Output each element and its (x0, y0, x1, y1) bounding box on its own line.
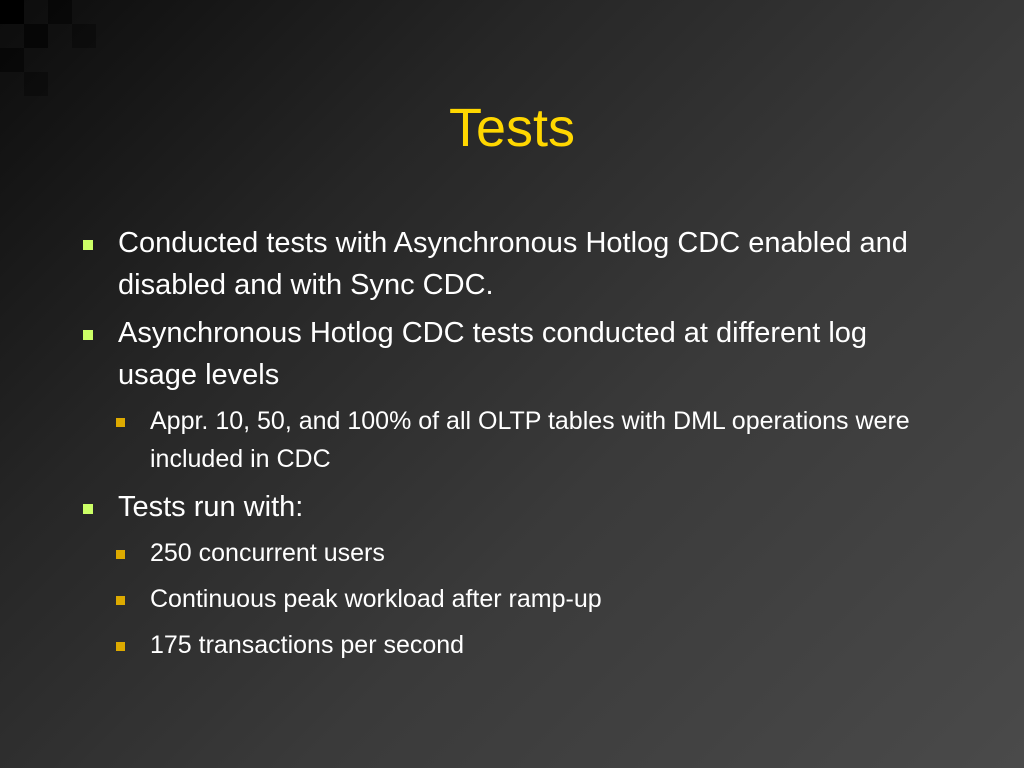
sub-bullet-text: 250 concurrent users (150, 539, 385, 567)
corner-block (72, 24, 96, 48)
square-bullet-icon (116, 418, 125, 427)
sub-bullet-item (112, 626, 940, 664)
sub-bullet-item (112, 402, 940, 478)
corner-block (24, 24, 48, 48)
bullet-text: Tests run with: (118, 491, 304, 523)
corner-block (48, 0, 72, 24)
sub-bullet-list (112, 534, 940, 664)
sub-bullet-group (80, 402, 940, 478)
sub-bullet-text: Appr. 10, 50, and 100% of all OLTP tables with DML operations were included in CDC (150, 407, 910, 473)
bullet-item (80, 222, 940, 306)
square-bullet-icon (116, 550, 125, 559)
bullet-text: Conducted tests with Asynchronous Hotlog CDC enabled and disabled and with Sync CDC. (118, 227, 908, 301)
corner-block (24, 72, 48, 96)
square-bullet-icon (116, 642, 125, 651)
bullet-item (80, 312, 940, 396)
square-bullet-icon (83, 240, 93, 250)
slide-title: Tests (448, 98, 576, 158)
sub-bullet-list (112, 402, 940, 478)
square-bullet-icon (116, 596, 125, 605)
sub-bullet-text: 175 transactions per second (150, 631, 465, 659)
square-bullet-icon (83, 504, 93, 514)
corner-block (0, 0, 24, 24)
sub-bullet-group (80, 534, 940, 664)
corner-block (0, 48, 24, 72)
sub-bullet-text: Continuous peak workload after ramp-up (150, 585, 602, 613)
square-bullet-icon (83, 330, 93, 340)
sub-bullet-item (112, 580, 940, 618)
bullet-list (80, 222, 940, 672)
bullet-item (80, 486, 940, 528)
bullet-text: Asynchronous Hotlog CDC tests conducted at different log usage levels (118, 317, 868, 391)
sub-bullet-item (112, 534, 940, 572)
